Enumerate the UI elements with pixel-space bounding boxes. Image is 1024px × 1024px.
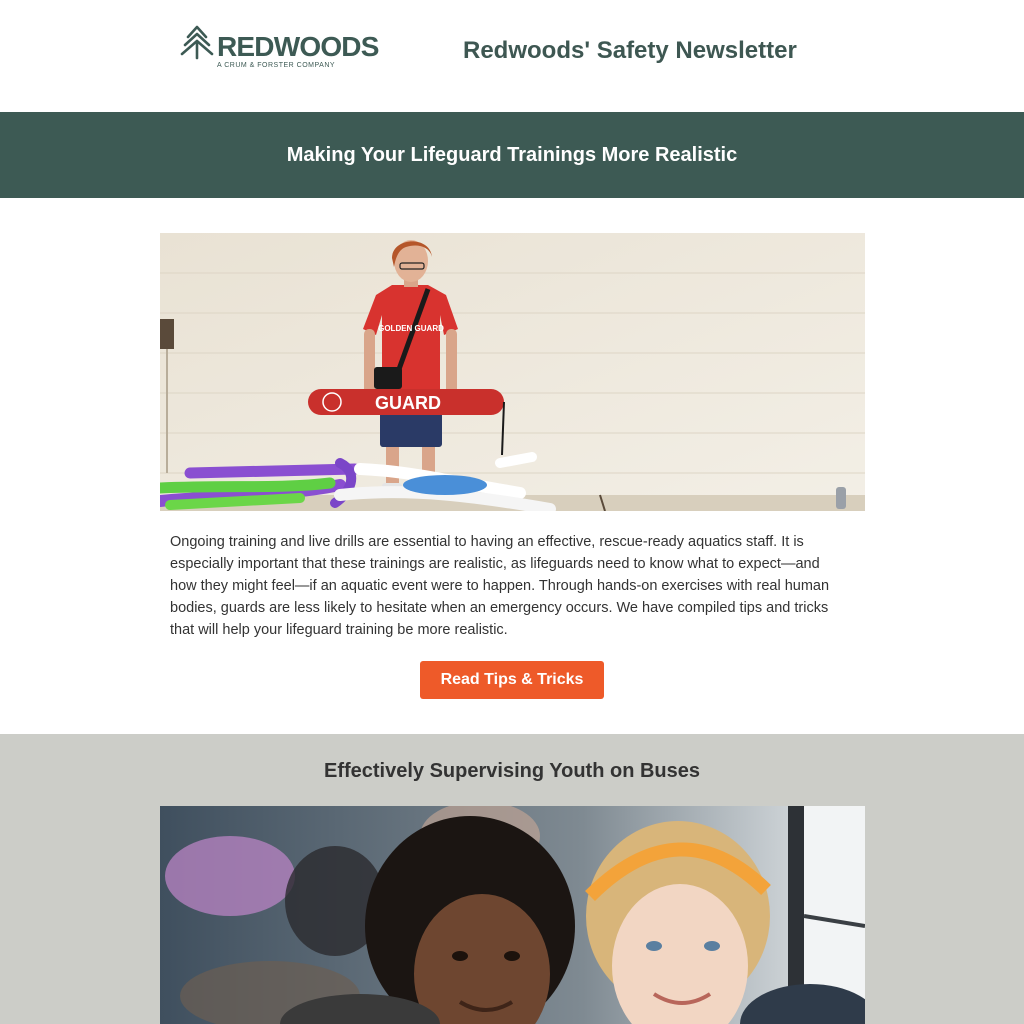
- banner-title: Making Your Lifeguard Trainings More Realistic: [286, 143, 738, 166]
- tube-text: GUARD: [375, 393, 441, 413]
- email-header: [0, 0, 1024, 112]
- article-body-text: Ongoing training and live drills are essential to having an effective, rescue-ready aquatics staff. It is especially important that these trainings are realistic, as lifeguards need to know what to expect—and how they might feel—if an aquatic event were to happen. Through hands-on exercises with real human bodies, guards are less likely to hesitate when an emergency occurs. We have compiled tips and tricks that will help your lifeguard training be more realistic.: [170, 534, 830, 638]
- tree-logo-icon: [180, 24, 216, 60]
- article-title: Effectively Supervising Youth on Buses: [323, 760, 700, 782]
- lifeguard-photo-icon: [160, 233, 865, 511]
- logo-wordmark: REDWOODS: [217, 31, 379, 62]
- read-tips-button[interactable]: Read Tips & Tricks: [420, 661, 604, 699]
- lifeguard-photo[interactable]: [160, 233, 865, 511]
- article-bus-supervision: [0, 734, 1024, 1024]
- logo-tagline: A CRUM & FORSTER COMPANY: [217, 62, 336, 69]
- shirt-text: GOLDEN GUARD: [378, 324, 444, 333]
- redwoods-logo[interactable]: [180, 24, 380, 74]
- children-on-bus-photo[interactable]: [160, 806, 865, 1024]
- newsletter-title: Redwoods' Safety Newsletter: [463, 37, 797, 64]
- article-lifeguard: [0, 198, 1024, 734]
- article-banner: [0, 112, 1024, 198]
- children-photo-icon: [160, 806, 865, 1024]
